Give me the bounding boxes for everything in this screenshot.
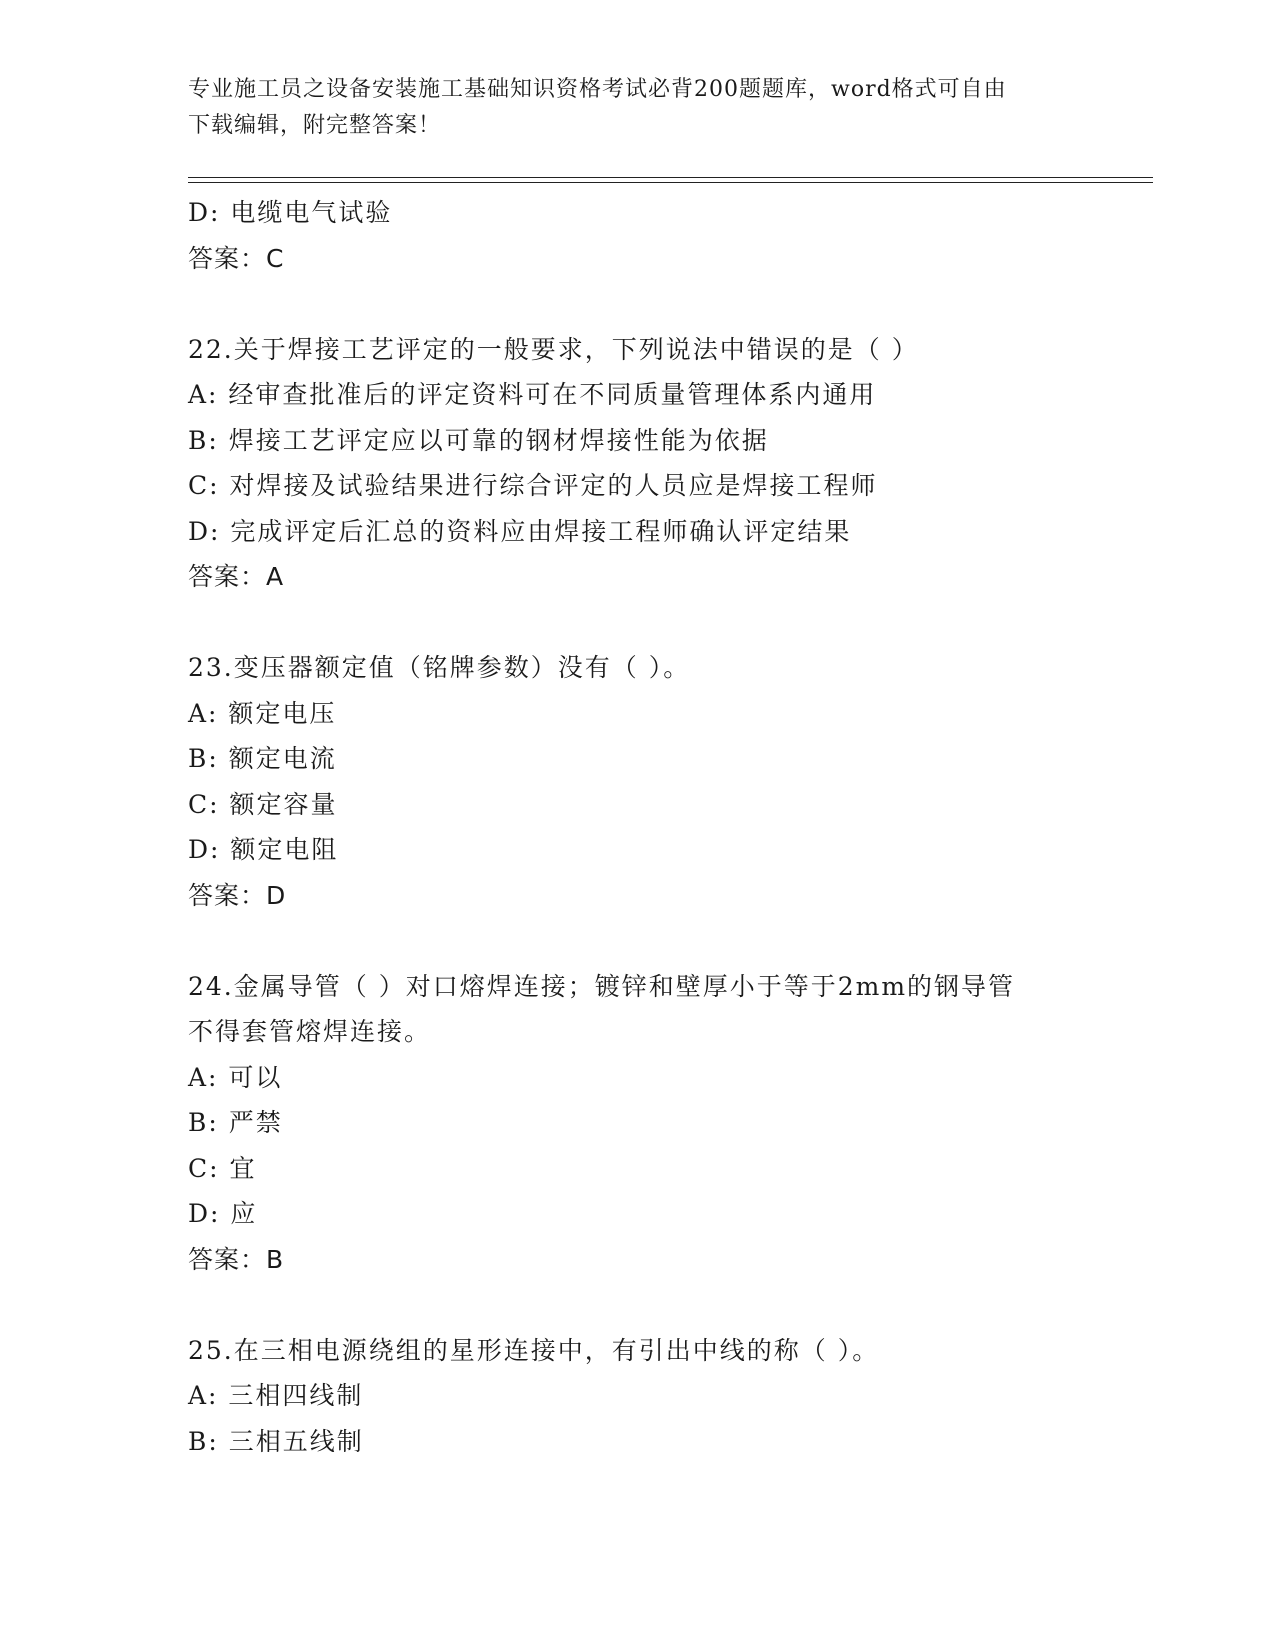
header-line-2: 下载编辑，附完整答案！	[188, 113, 442, 138]
option-c: C: 对焊接及试验结果进行综合评定的人员应是焊接工程师	[188, 471, 878, 500]
answer-line: 答案：D	[188, 880, 287, 910]
option-a: A: 经审查批准后的评定资料可在不同质量管理体系内通用	[188, 380, 877, 409]
question-stem-continued: 不得套管熔焊连接。	[188, 1017, 432, 1046]
question-22	[188, 327, 1068, 600]
spacer	[188, 918, 1068, 964]
option-d: D: 额定电阻	[188, 835, 339, 864]
option-b: B: 焊接工艺评定应以可靠的钢材焊接性能为依据	[188, 425, 769, 455]
option-b: B: 严禁	[188, 1108, 283, 1137]
question-24	[188, 964, 1068, 1283]
spacer	[188, 281, 1068, 327]
option-b: B: 三相五线制	[188, 1426, 364, 1456]
question-stem: 22.关于焊接工艺评定的一般要求，下列说法中错误的是（ ）	[188, 334, 919, 364]
spacer	[188, 1282, 1068, 1328]
answer-line: 答案：B	[188, 1244, 285, 1274]
question-21-continuation	[188, 190, 1068, 281]
option-d: D: 应	[188, 1199, 258, 1228]
spacer	[188, 600, 1068, 646]
question-stem: 24.金属导管（ ）对口熔焊连接；镀锌和壁厚小于等于2mm的钢导管	[188, 971, 1016, 1001]
document-header	[188, 72, 1068, 144]
option-a: A: 三相四线制	[188, 1381, 364, 1410]
option-c: C: 宜	[188, 1153, 257, 1183]
option-a: A: 额定电压	[188, 698, 337, 728]
answer-line: 答案：C	[188, 243, 285, 273]
question-23	[188, 645, 1068, 918]
document-body	[188, 190, 1068, 1464]
option-c: C: 额定容量	[188, 789, 338, 819]
option-d: D: 电缆电气试验	[188, 198, 393, 227]
header-rule-bottom	[188, 182, 1153, 183]
answer-line: 答案：A	[188, 562, 285, 591]
header-line-1: 专业施工员之设备安装施工基础知识资格考试必背200题题库，word格式可自由	[188, 77, 1007, 102]
question-25	[188, 1328, 1068, 1465]
header-rule-top	[188, 177, 1153, 178]
option-b: B: 额定电流	[188, 744, 337, 773]
question-stem: 25.在三相电源绕组的星形连接中，有引出中线的称（ ）。	[188, 1335, 880, 1365]
option-d: D: 完成评定后汇总的资料应由焊接工程师确认评定结果	[188, 516, 852, 546]
option-a: A: 可以	[188, 1062, 283, 1092]
question-stem: 23.变压器额定值（铭牌参数）没有（ ）。	[188, 653, 691, 682]
